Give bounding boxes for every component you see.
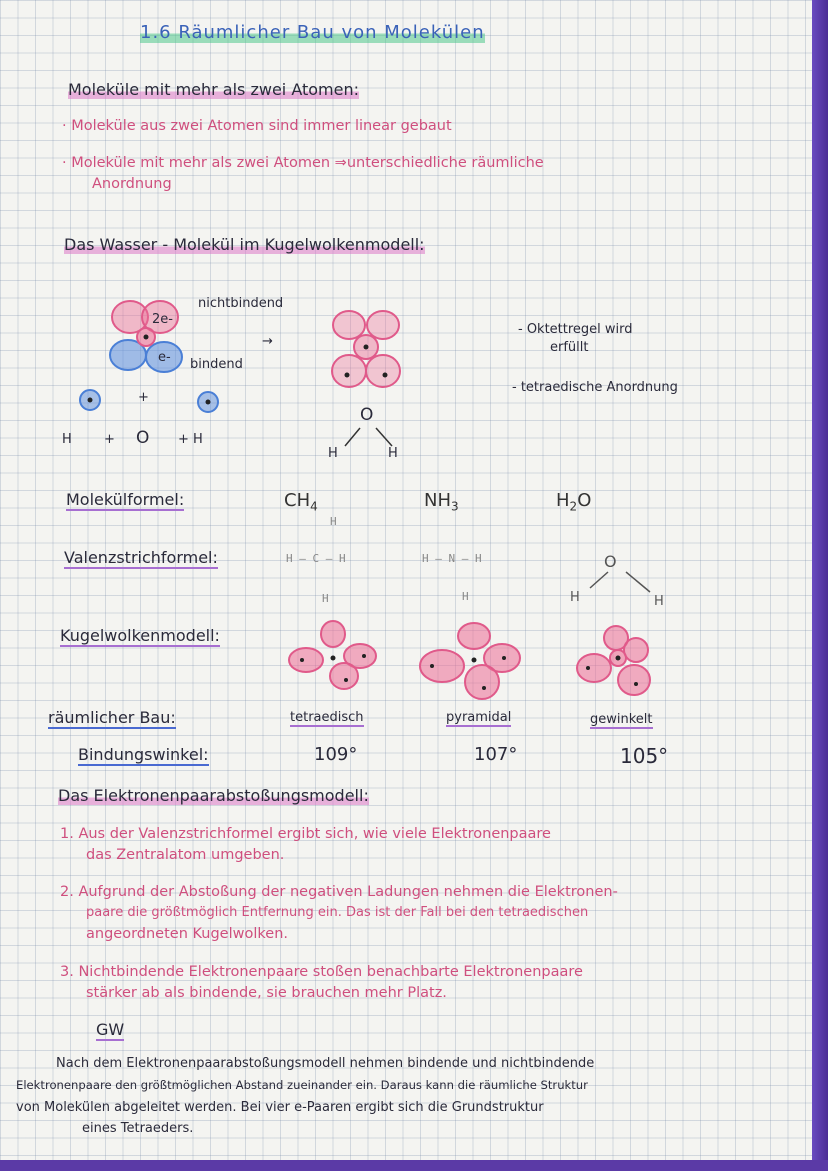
eq-o: O (136, 428, 150, 448)
label-2e: 2e- (152, 312, 173, 327)
angle-ch4: 109° (314, 744, 358, 765)
section-heading-water: Das Wasser - Molekül im Kugelwolkenmodell: (64, 235, 425, 254)
water-orbital-right (325, 305, 415, 395)
bullet-1: · Moleküle aus zwei Atomen sind immer linear gebaut (62, 118, 452, 134)
valence-h2o-o: O (604, 552, 617, 571)
orbital-model-nh3 (418, 620, 528, 702)
water-o: O (360, 405, 374, 425)
row-label-valence: Valenzstrichformel: (64, 548, 218, 567)
gw-label: GW (96, 1020, 125, 1039)
valence-ch4-top: H (330, 515, 337, 528)
page-title: 1.6 Räumlicher Bau von Molekülen (140, 22, 485, 43)
summary-line-4: eines Tetraeders. (82, 1121, 194, 1136)
valence-h2o-h-right: H (654, 594, 664, 609)
item-3-cont: stärker ab als bindende, sie brauchen mehr Platz. (86, 985, 447, 1001)
row-label-model: Kugelwolkenmodell: (60, 626, 220, 645)
bullet-2: · Moleküle mit mehr als zwei Atomen ⇒unterschiedliche räumliche (62, 155, 544, 171)
orbital-model-h2o (574, 622, 664, 702)
formula-ch4: $CH_4$ (284, 490, 318, 514)
row-label-shape: räumlicher Bau: (48, 708, 176, 727)
row-label-formula: Molekülformel: (66, 490, 185, 509)
item-3: 3. Nichtbindende Elektronenpaare stoßen benachbarte Elektronenpaare (60, 964, 583, 980)
shape-nh3: pyramidal (446, 710, 512, 725)
plus-sign: + (138, 390, 149, 405)
valence-h2o-h-left: H (570, 590, 580, 605)
eq-plus: + (104, 432, 115, 447)
water-h-right: H (388, 446, 398, 461)
angle-nh3: 107° (474, 744, 518, 765)
shape-ch4: tetraedisch (290, 710, 364, 725)
item-2: 2. Aufgrund der Abstoßung der negativen Ladungen nehmen die Elektronen- (60, 884, 618, 900)
valence-ch4-bottom: H (322, 592, 329, 605)
water-h-left: H (328, 446, 338, 461)
summary-line-1: Nach dem Elektronenpaarabstoßungsmodell nehmen bindende und nichtbindende (56, 1056, 595, 1071)
bullet-2-cont: Anordnung (92, 176, 172, 192)
note-octet: - Oktettregel wird (518, 322, 633, 337)
label-bonding: bindend (190, 357, 243, 372)
item-1: 1. Aus der Valenzstrichformel ergibt sich, wie viele Elektronenpaare (60, 826, 551, 842)
item-2-cont: paare die größtmöglich Entfernung ein. Das ist der Fall bei den tetraedischen (86, 905, 589, 920)
valence-nh3-bottom: H (462, 590, 469, 603)
note-octet-cont: erfüllt (550, 340, 589, 355)
hydrogen-atom-right (196, 390, 220, 414)
shape-h2o: gewinkelt (590, 712, 653, 727)
notebook-edge-right (812, 0, 828, 1171)
section-heading-molecules: Moleküle mit mehr als zwei Atomen: (68, 80, 360, 99)
formula-h2o: $H_2O$ (556, 490, 592, 514)
row-label-angle: Bindungswinkel: (78, 745, 209, 764)
summary-line-2: Elektronenpaare den größtmöglichen Abstand zueinander ein. Daraus kann die räumliche Struktur (16, 1078, 588, 1092)
label-nonbonding: nichtbindend (198, 296, 284, 311)
formula-nh3: $NH_3$ (424, 490, 459, 514)
angle-h2o: 105° (620, 744, 669, 768)
eq-h-right: + H (178, 432, 203, 447)
eq-h-left: H (62, 432, 72, 447)
section-heading-vsepr: Das Elektronenpaarabstoßungsmodell: (58, 786, 369, 805)
valence-ch4-mid: H — C — H (286, 552, 346, 565)
notebook-edge-bottom (0, 1160, 828, 1171)
water-bonds (330, 420, 410, 450)
item-1-cont: das Zentralatom umgeben. (86, 847, 285, 863)
label-e: e- (158, 350, 171, 365)
orbital-model-ch4 (286, 618, 381, 693)
arrow-icon: → (262, 334, 273, 349)
item-2-cont2: angeordneten Kugelwolken. (86, 926, 288, 942)
valence-nh3-mid: H — N — H (422, 552, 482, 565)
hydrogen-atom-left (78, 388, 102, 412)
summary-line-3: von Molekülen abgeleitet werden. Bei vier e-Paaren ergibt sich die Grundstruktur (16, 1100, 544, 1115)
note-tetrahedral: - tetraedische Anordnung (512, 380, 678, 395)
